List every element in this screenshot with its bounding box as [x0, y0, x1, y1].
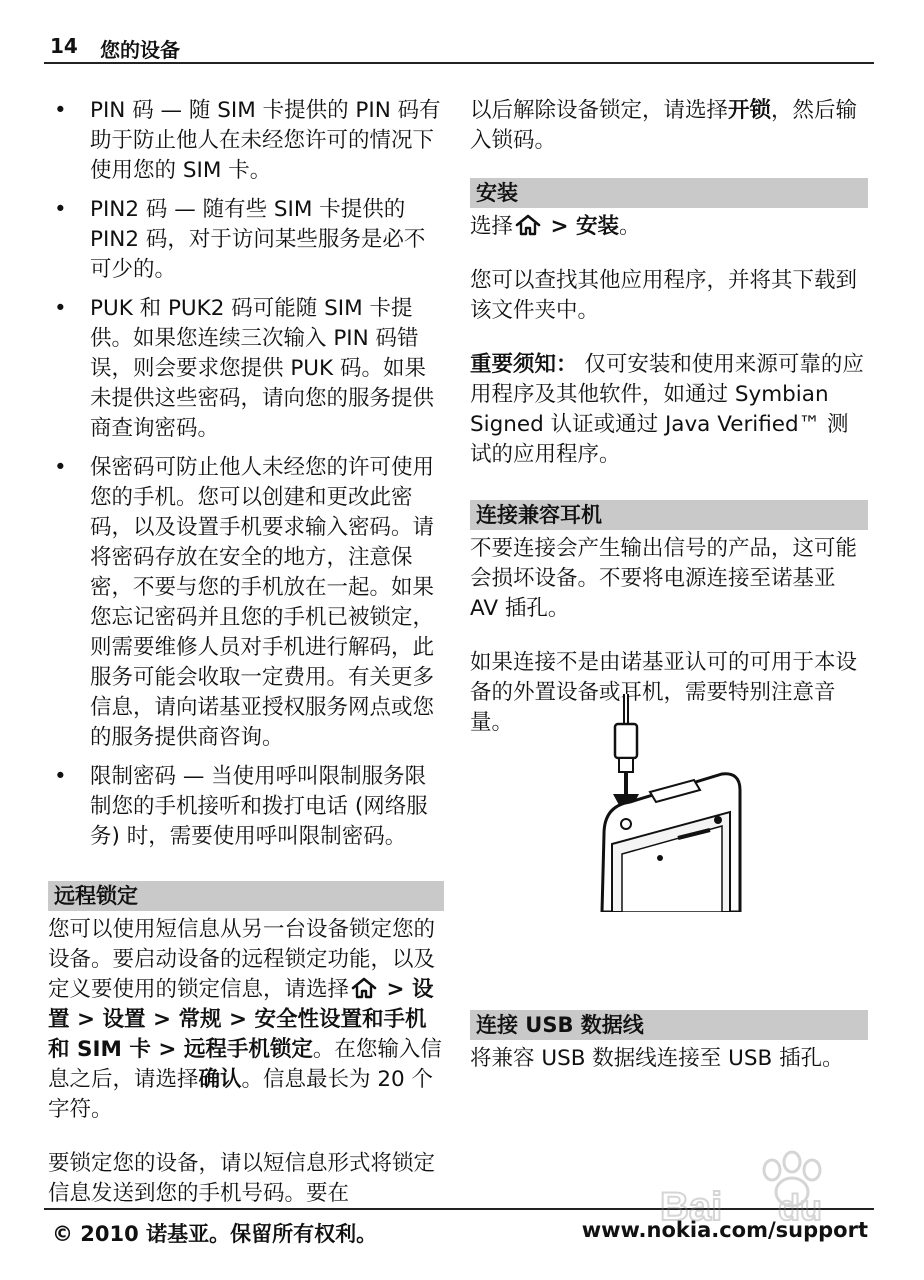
page-header	[44, 32, 874, 64]
important-notice: 重要须知： 仅可安装和使用来源可靠的应用程序及其他软件，如通过 Symbian Signed 认证或通过 Java Verified™ 测试的应用程序。	[470, 352, 864, 467]
menu-path: > 安装	[543, 214, 620, 239]
page-number: 14	[50, 34, 78, 58]
left-column	[48, 96, 444, 1209]
list-item: • 保密码可防止他人未经您的许可使用您的手机。您可以创建和更改此密码，以及设置手机要求输入密码。请将密码存放在安全的地方，注意保密，不要与您的手机放在一起。如果您忘记密码并且您的手机已被锁定，则需要维修人员对手机进行解码，此服务可能会收取一定费用。有关更多信息，请向诺基亚授权服务网点或您的服务提供商咨询。	[48, 453, 444, 753]
remote-lock-paragraph-2: 要锁定您的设备，请以短信息形式将锁定信息发送到您的手机号码。要在	[48, 1151, 436, 1206]
home-icon	[349, 977, 379, 999]
footer-url[interactable]: www.nokia.com/support	[581, 1218, 868, 1242]
page-title: 您的设备	[100, 38, 180, 62]
headset-paragraph-1: 不要连接会产生输出信号的产品，这可能会损坏设备。不要将电源连接至诺基亚 AV 插孔。	[470, 536, 858, 621]
important-label: 重要须知：	[470, 352, 578, 377]
footer-copyright: © 2010 诺基亚。保留所有权利。	[52, 1222, 378, 1246]
baidu-watermark	[660, 1140, 890, 1230]
list-item: • 限制密码 — 当使用呼叫限制服务限制您的手机接听和拨打电话 (网络服务) 时，需要使用呼叫限制密码。	[48, 762, 444, 852]
right-column	[470, 96, 868, 1074]
svg-text:Bai: Bai	[660, 1185, 723, 1229]
code-list	[48, 96, 444, 852]
usb-paragraph: 将兼容 USB 数据线连接至 USB 插孔。	[470, 1046, 844, 1071]
list-item: • PIN 码 — 随 SIM 卡提供的 PIN 码有助于防止他人在未经您许可的情况下使用您的 SIM 卡。	[48, 96, 444, 186]
list-item: • PUK 和 PUK2 码可能随 SIM 卡提供。如果您连续三次输入 PIN 码错误，则会要求您提供 PUK 码。如果未提供这些密码，请向您的服务提供商查询密码。	[48, 294, 444, 444]
headset-paragraph-2: 如果连接不是由诺基亚认可的可用于本设备的外置设备或耳机，需要特别注意音量。	[470, 650, 858, 735]
install-paragraph: 您可以查找其他应用程序，并将其下载到该文件夹中。	[470, 268, 858, 323]
menu-path: > 设置 > 设置 > 常规 > 安全性设置和手机和 SIM 卡 > 远程手机锁定	[48, 977, 434, 1062]
section-heading-usb: 连接 USB 数据线	[470, 1010, 868, 1040]
continuation-paragraph: 以后解除设备锁定，请选择开锁，然后输入锁码。	[470, 98, 858, 153]
install-select-line: 选择 > 安装。	[470, 214, 641, 239]
section-heading-headset: 连接兼容耳机	[470, 500, 868, 530]
section-heading-install: 安装	[470, 178, 868, 208]
remote-lock-paragraph: 您可以使用短信息从另一台设备锁定您的设备。要启动设备的远程锁定功能，以及定义要使用的锁定信息，请选择 > 设置 > 设置 > 常规 > 安全性设置和手机和 SIM 卡 > 远程手机锁定。在您输入信息之后，请选择确认。信息最长为 20 个字符。	[48, 917, 442, 1122]
section-heading-remote-lock: 远程锁定	[48, 881, 444, 911]
svg-text:du: du	[778, 1187, 822, 1228]
home-icon	[513, 214, 543, 236]
list-item: • PIN2 码 — 随有些 SIM 卡提供的 PIN2 码，对于访问某些服务是必不可少的。	[48, 195, 444, 285]
phone-headset-illustration	[590, 694, 750, 912]
unlock-option: 开锁	[728, 98, 772, 123]
confirm-option: 确认	[198, 1067, 242, 1092]
